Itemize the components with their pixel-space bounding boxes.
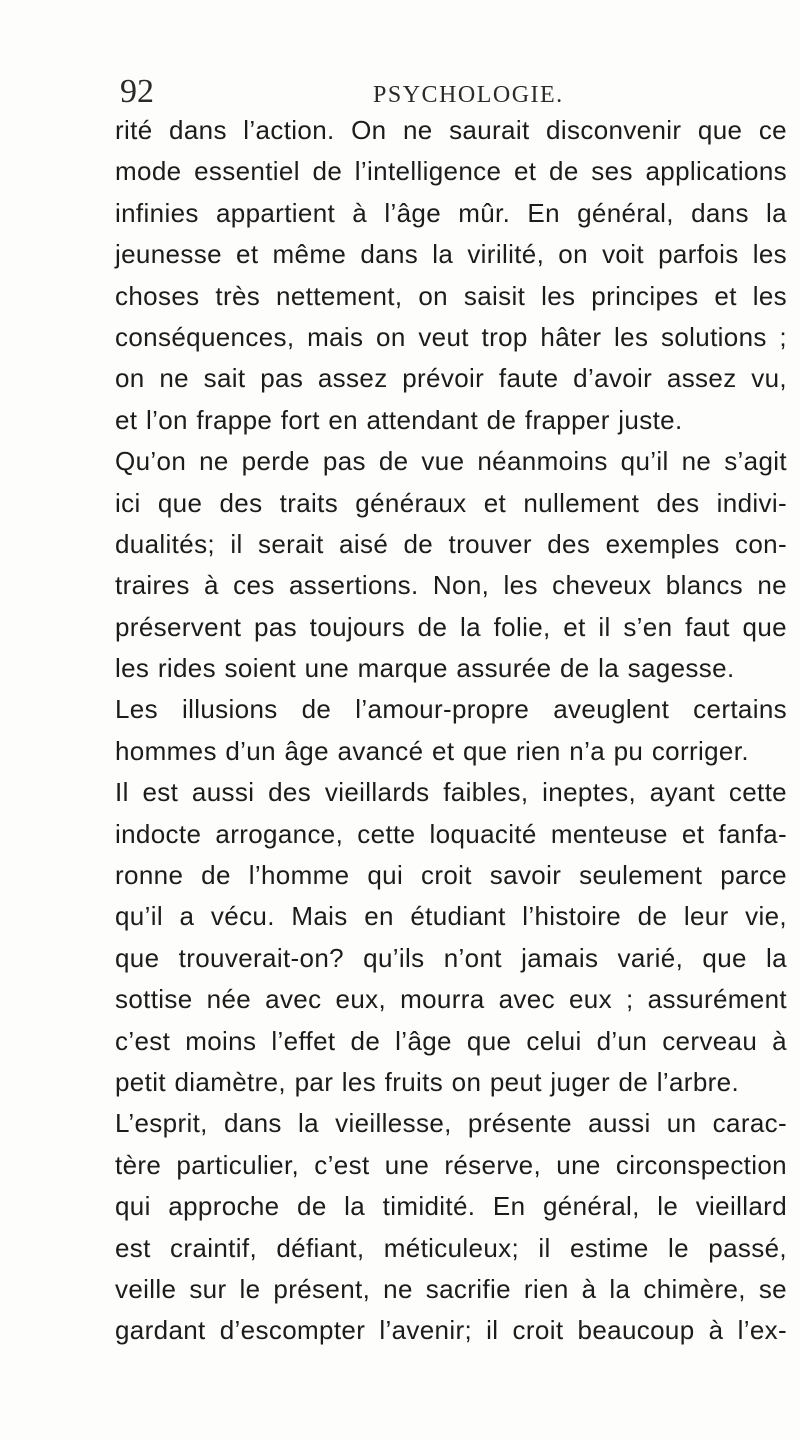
text-line: mode essentiel de l’intelligence et de ses applications — [115, 156, 787, 187]
text-line: et l’on frappe fort en attendant de frapper juste. — [115, 404, 683, 435]
running-title: PSYCHOLOGIE. — [373, 82, 564, 108]
text-line: qu’il a vécu. Mais en étudiant l’histoire de leur vie, — [115, 901, 787, 932]
text-line: Il est aussi des vieillards faibles, ineptes, ayant cette — [115, 777, 787, 808]
text-line: jeunesse et même dans la virilité, on voit parfois les — [115, 239, 787, 270]
text-line: préservent pas toujours de la folie, et il s’en faut que — [115, 611, 787, 642]
text-line: c’est moins l’effet de l’âge que celui d’un cerveau à — [115, 1025, 787, 1056]
text-line: est craintif, défiant, méticuleux; il estime le passé, — [115, 1232, 787, 1263]
text-line: traires à ces assertions. Non, les cheveux blancs ne — [115, 570, 787, 601]
text-line: les rides soient une marque assurée de la sagesse. — [115, 653, 735, 684]
text-line: hommes d’un âge avancé et que rien n’a pu corriger. — [115, 735, 749, 766]
text-line: choses très nettement, on saisit les principes et les — [115, 280, 787, 311]
text-line: qui approche de la timidité. En général, le vieillard — [115, 1191, 787, 1222]
text-line: on ne sait pas assez prévoir faute d’avoir assez vu, — [115, 363, 787, 394]
text-line: rité dans l’action. On ne saurait disconvenir que ce — [115, 115, 787, 145]
text-line: dualités; il serait aisé de trouver des exemples con- — [115, 528, 787, 559]
text-line: conséquences, mais on veut trop hâter les solutions ; — [115, 321, 787, 352]
text-line: que trouverait-on? qu’ils n’ont jamais varié, que la — [115, 942, 787, 973]
text-line: ronne de l’homme qui croit savoir seulement parce — [115, 860, 787, 891]
text-line: Qu’on ne perde pas de vue néanmoins qu’il ne s’agit — [115, 446, 787, 477]
text-line: tère particulier, c’est une réserve, une circonspection — [115, 1149, 787, 1180]
text-line: sottise née avec eux, mourra avec eux ; assurément — [115, 984, 787, 1015]
page-number: 92 — [120, 73, 154, 110]
text-line: gardant d’escompter l’avenir; il croit beaucoup à l’ex- — [115, 1315, 787, 1346]
text-line: L’esprit, dans la vieillesse, présente aussi un carac- — [115, 1108, 787, 1139]
body-text — [115, 110, 787, 1352]
running-head — [120, 72, 800, 112]
text-line: ici que des traits généraux et nullement des indivi- — [115, 487, 787, 518]
text-line: veille sur le présent, ne sacrifie rien à la chimère, se — [115, 1273, 787, 1304]
text-line: Les illusions de l’amour-propre aveuglent certains — [115, 694, 787, 725]
text-line: infinies appartient à l’âge mûr. En général, dans la — [115, 197, 787, 228]
text-line: petit diamètre, par les fruits on peut juger de l’arbre. — [115, 1066, 740, 1097]
text-line: indocte arrogance, cette loquacité menteuse et fanfa- — [115, 818, 787, 849]
